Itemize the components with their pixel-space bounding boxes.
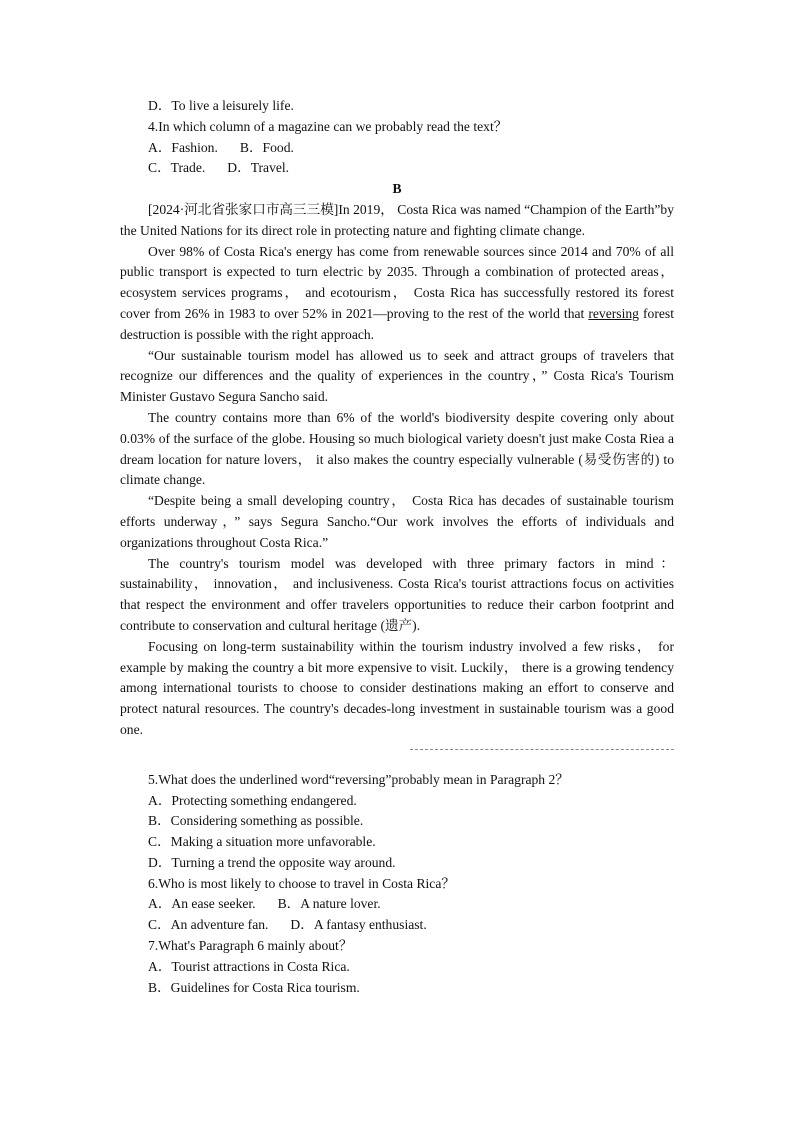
question-4-options-cd (120, 158, 674, 179)
paragraph-7: Focusing on long-term sustainability within the tourism industry involved a few risks， for example by making the country a bit more expensive to visit. Luckily， there is a growing tendency among international tourists to choose to consider destinations making an effort to conserve and protect natural resources. The country's decades-long investment in sustainable tourism was a good one. (120, 638, 674, 737)
question-6-options-ab (120, 894, 674, 915)
option-3d: D．To live a leisurely life. (148, 98, 294, 113)
dashed-divider (410, 749, 674, 750)
option-5a: A．Protecting something endangered. (148, 792, 357, 808)
option-6c: C．An adventure fan. (148, 917, 269, 933)
paragraph-1: [2024·河北省张家口市高三三模]In 2019， Costa Rica was named “Champion of the Earth”by the United Nations for its direct role in protecting nature and fighting climate change. (120, 201, 674, 238)
source-tag: [2024·河北省张家口市高三三模] (148, 201, 339, 217)
option-5c: C．Making a situation more unfavorable. (148, 834, 376, 850)
paragraph-6: The country's tourism model was developed with three primary factors in mind：sustainability， innovation， and inclusiveness. Costa Rica's tourist attractions focus on activities that respect the environment and offer travelers opportunities to reduce their carbon footprint and contribute to conservation and cultural heritage (遗产). (120, 555, 674, 633)
option-5b: B．Considering something as possible. (148, 813, 364, 829)
section-label: B (392, 181, 402, 197)
option-4b: B．Food. (239, 139, 294, 155)
option-6a: A．An ease seeker. (148, 896, 256, 912)
option-7b: B．Guidelines for Costa Rica tourism. (148, 979, 360, 995)
question-4: 4.In which column of a magazine can we probably read the text？ (148, 118, 508, 134)
question-5: 5.What does the underlined word“reversing”probably mean in Paragraph 2？ (148, 771, 569, 787)
question-7: 7.What's Paragraph 6 mainly about？ (148, 938, 353, 954)
option-7a: A．Tourist attractions in Costa Rica. (148, 958, 350, 974)
question-6: 6.Who is most likely to choose to travel in Costa Rica？ (148, 875, 455, 891)
question-6-options-cd (120, 915, 674, 936)
option-4a: A．Fashion. (148, 139, 218, 155)
paragraph-5: “Despite being a small developing country， Costa Rica has decades of sustainable tourism efforts underway，” says Segura Sancho.“Our work involves the efforts of individuals and organizations throughout Costa Rica.” (120, 493, 674, 550)
option-4d: D．Travel. (227, 160, 290, 176)
option-4c: C．Trade. (148, 160, 206, 176)
paragraph-4: The country contains more than 6% of the world's biodiversity despite covering only about 0.03% of the surface of the globe. Housing so much biological variety doesn't just make Costa Riea a dream location for nature lovers， it also makes the country especially vulnerable (易受伤害的) to climate change. (120, 409, 674, 488)
option-6b: B．A nature lover. (277, 896, 381, 912)
question-4-options-ab (120, 138, 674, 159)
paragraph-2: Over 98% of Costa Rica's energy has come from renewable sources since 2014 and 70% of all public transport is expected to turn electric by 2035. Through a combination of protected areas，ecosystem services programs， and ecotourism， Costa Rica has successfully restored its forest cover from 26% in 1983 to over 52% in 2021—proving to the rest of the world that reversing forest destruction is possible with the right approach. (120, 243, 674, 342)
underlined-word: reversing (588, 305, 639, 321)
option-5d: D．Turning a trend the opposite way around. (148, 854, 396, 870)
option-6d: D．A fantasy enthusiast. (290, 917, 427, 933)
paragraph-3: “Our sustainable tourism model has allowed us to seek and attract groups of travelers that recognize our differences and the quality of experiences in the country，” Costa Rica's Tourism Minister Gustavo Segura Sancho said. (120, 347, 674, 405)
page-content (120, 96, 674, 998)
